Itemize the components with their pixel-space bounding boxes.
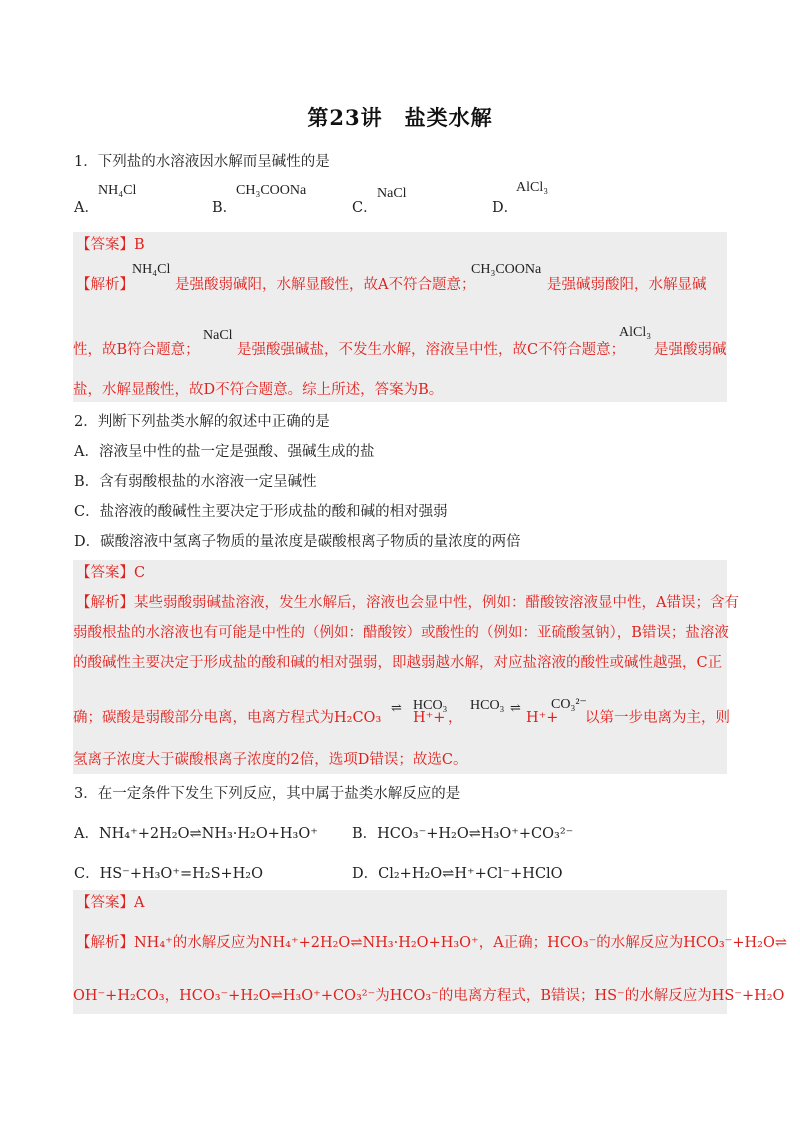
q1-exp-line3: 盐，水解显酸性，故D不符合题意。综上所述，答案为B。 (73, 382, 444, 398)
page-title: 第23讲 盐类水解 (307, 105, 493, 130)
q2-answer: 【答案】C (76, 565, 146, 581)
q1-exp-line1b: 是强碱弱酸阳，水解显碱 (547, 277, 707, 293)
q2-line4-h2: H⁺+ (526, 710, 559, 726)
q2-option-b: B．含有弱酸根盐的水溶液一定呈碱性 (74, 474, 317, 490)
q3-explanation-line1: 【解析】NH₄⁺的水解反应为NH₄⁺+2H₂O⇌NH₃·H₂O+H₃O⁺，A正确；HCO₃⁻的水解反应为HCO₃⁻+H₂O⇌ (76, 935, 788, 951)
q2-line4-co3: CO₃²⁻ (551, 697, 587, 712)
q2-line4-hco3: HCO₃ (413, 698, 448, 713)
q3-answer-box (73, 890, 788, 1014)
question-2-stem: 2．判断下列盐类水解的叙述中正确的是 (74, 414, 330, 430)
q2-line4-comma: ， (448, 710, 463, 726)
q3-option-a: A．NH₄⁺+2H₂O⇌NH₃·H₂O+H₃O⁺ (74, 826, 318, 842)
q2-explanation-line1: 【解析】某些弱酸弱碱盐溶液，发生水解后，溶液也会显中性，例如：醋酸铵溶液显中性，A错误；含有 (76, 595, 739, 611)
question-1-stem: 1．下列盐的水溶液因水解而呈碱性的是 (74, 154, 330, 170)
question-3-stem: 3．在一定条件下发生下列反应，其中属于盐类水解反应的是 (74, 786, 461, 802)
equilibrium-arrow-2: ⇌ (510, 700, 521, 715)
q2-explanation-line2: 弱酸根盐的水溶液也有可能是中性的（例如：醋酸铵）或酸性的（例如：亚硫酸氢钠），B错误；盐溶液 (73, 625, 729, 641)
q1-option-a-formula: NH₄Cl (98, 183, 137, 198)
q2-line4-hco3b: HCO₃ (470, 698, 505, 713)
q3-answer: 【答案】A (76, 895, 145, 911)
q1-exp-alcl3: AlCl₃ (619, 325, 652, 340)
q2-line4-h: H⁺+ (413, 710, 446, 726)
q2-explanation-line3: 的酸碱性主要决定于形成盐的酸和碱的相对强弱，即越弱越水解，对应盐溶液的酸性或碱性越强，C正 (73, 655, 723, 671)
q3-option-b: B．HCO₃⁻+H₂O⇌H₃O⁺+CO₃²⁻ (352, 826, 574, 842)
q1-option-b-label: B． (212, 200, 238, 216)
q2-explanation-line4a: 确；碳酸是弱酸部分电离，电离方程式为H₂CO₃ (73, 710, 382, 726)
q1-exp-line2a: 性，故B符合题意； (73, 342, 200, 358)
q1-answer-box (73, 232, 727, 402)
q1-exp-line2b: 是强酸强碱盐，不发生水解，溶液呈中性，故C不符合题意； (237, 342, 626, 358)
equilibrium-arrow-1: ⇌ (391, 700, 402, 715)
q1-option-a-label: A． (74, 200, 99, 216)
q1-exp-line1a: 是强酸弱碱阳，水解显酸性，故A不符合题意； (175, 277, 476, 293)
q1-option-d-label: D． (492, 200, 519, 216)
q3-option-c: C．HS⁻+H₃O⁺=H₂S+H₂O (74, 866, 264, 882)
q2-answer-box (73, 560, 739, 774)
q2-line4-end: 以第一步电离为主，则 (585, 710, 730, 726)
q1-option-b-formula: CH₃COONa (236, 183, 307, 198)
q1-option-d-formula: AlCl₃ (516, 180, 549, 195)
q2-option-c: C．盐溶液的酸碱性主要决定于形成盐的酸和碱的相对强弱 (74, 504, 448, 520)
q1-exp-nacl: NaCl (203, 328, 233, 343)
q1-option-c-label: C． (352, 200, 378, 216)
q1-answer: 【答案】B (76, 237, 145, 253)
q3-explanation-line2: OH⁻+H₂CO₃，HCO₃⁻+H₂O⇌H₃O⁺+CO₃²⁻为HCO₃⁻的电离方程式，B错误；HS⁻的水解反应为HS⁻+H₂O (73, 988, 785, 1004)
q1-exp-ch3coona: CH₃COONa (471, 262, 542, 277)
q1-explanation-tag: 【解析】 (76, 277, 134, 293)
q3-option-d: D．Cl₂+H₂O⇌H⁺+Cl⁻+HClO (352, 866, 563, 882)
q1-option-c-formula: NaCl (377, 186, 407, 201)
q2-explanation-line5: 氢离子浓度大于碳酸根离子浓度的2倍，选项D错误；故选C。 (73, 752, 468, 768)
q2-option-d: D．碳酸溶液中氢离子物质的量浓度是碳酸根离子物质的量浓度的两倍 (74, 534, 521, 550)
q1-exp-line2c: 是强酸弱碱 (654, 342, 727, 358)
q2-option-a: A．溶液呈中性的盐一定是强酸、强碱生成的盐 (74, 444, 375, 460)
q1-exp-nh4cl: NH₄Cl (132, 262, 171, 277)
